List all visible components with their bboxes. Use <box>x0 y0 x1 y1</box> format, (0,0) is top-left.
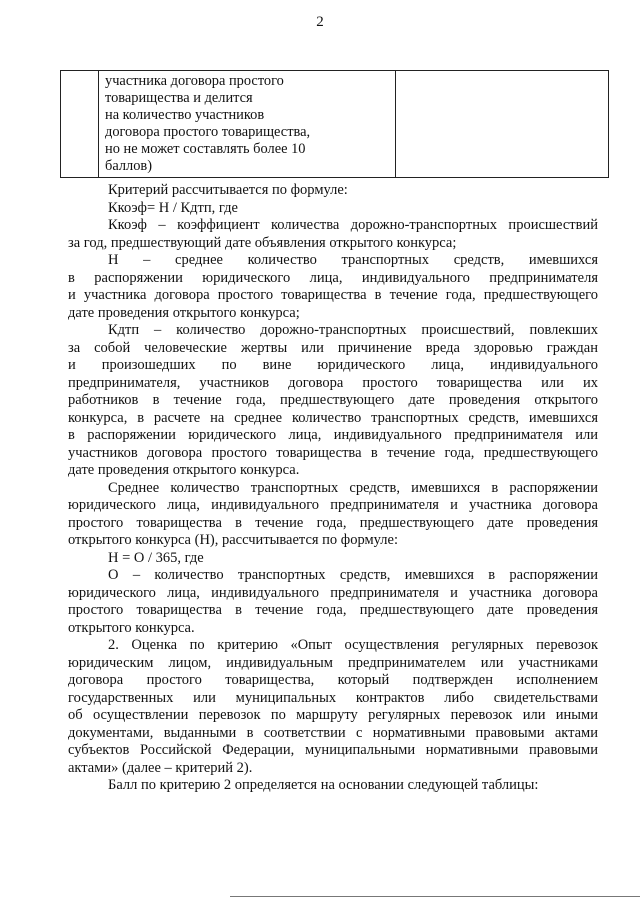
paragraph-line: дате проведения открытого конкурса. <box>68 462 300 478</box>
paragraph-line: документами, выданными в соответствии с нормативными правовыми актами <box>68 724 598 741</box>
paragraph-line: субъектов Российской Федерации, муниципальными нормативными правовыми <box>68 742 598 758</box>
table-cell-line: договора простого товарищества, <box>105 124 311 140</box>
paragraph-line: 2. Оценка по критерию «Опыт осуществления регулярных перевозок <box>108 637 598 653</box>
paragraph-line: Ккоэф= Н / Кдтп, где <box>108 199 238 216</box>
paragraph-line: конкурса, в расчете на среднее количество транспортных средств, имевшихся <box>68 409 598 426</box>
paragraph-line: об осуществлении перевозок по маршруту регулярных перевозок или иными <box>68 707 598 723</box>
paragraph-line: О – количество транспортных средств, имевшихся в распоряжении <box>108 567 598 583</box>
table-cell-score <box>396 71 608 177</box>
paragraph <box>68 550 598 568</box>
paragraph-line: Кдтп – количество дорожно-транспортных происшествий, повлекших <box>108 322 598 338</box>
paragraph-line: простого товарищества в течение года, предшествующего дате проведения <box>68 602 598 618</box>
page-number: 2 <box>316 14 324 30</box>
paragraph <box>68 480 598 550</box>
paragraph <box>68 217 598 252</box>
paragraph-line: Ккоэф – коэффициент количества дорожно-транспортных происшествий <box>108 217 598 233</box>
paragraph <box>68 637 598 777</box>
paragraph <box>68 200 598 218</box>
paragraph-line: участников договора простого товарищества в течение года, предшествующего <box>68 444 598 461</box>
paragraph-line: Балл по критерию 2 определяется на основании следующей таблицы: <box>108 777 539 793</box>
paragraph-line: Н = О / 365, где <box>108 549 204 566</box>
paragraph <box>68 182 598 200</box>
table-cell-number <box>61 71 99 177</box>
paragraph <box>68 322 598 480</box>
bottom-rule <box>230 896 640 897</box>
paragraph-line: юридического лица, индивидуального предпринимателя и участника договора <box>68 497 598 513</box>
paragraph-line: работников в течение года, предшествующего дате проведения открытого <box>68 392 598 408</box>
table-cell-line: участника договора простого <box>105 73 284 89</box>
table-cell-line: на количество участников <box>105 107 265 123</box>
paragraph <box>68 567 598 637</box>
table-cell-line: но не может составлять более 10 <box>105 141 306 157</box>
table-cell-text <box>99 71 396 177</box>
paragraph-line: юридического лица, индивидуального предпринимателя и участника договора <box>68 584 598 601</box>
paragraph-line: открытого конкурса (Н), рассчитывается по формуле: <box>68 532 398 548</box>
paragraph-line: юридическим лицом, индивидуальным предпринимателем или участниками <box>68 654 598 671</box>
paragraph-line: за собой человеческие жертвы или причинение вреда здоровью граждан <box>68 339 598 356</box>
table-fragment <box>60 70 609 178</box>
paragraph-line: простого товарищества в течение года, предшествующего дате проведения <box>68 514 598 531</box>
paragraph-line: Н – среднее количество транспортных средств, имевшихся <box>108 252 598 268</box>
paragraph-line: дате проведения открытого конкурса; <box>68 304 300 321</box>
paragraph-line: открытого конкурса. <box>68 619 195 636</box>
paragraph-line: предпринимателя, участников договора простого товарищества или их <box>68 374 598 391</box>
paragraph-line: актами» (далее – критерий 2). <box>68 759 253 776</box>
paragraph-line: в распоряжении юридического лица, индивидуального предпринимателя <box>68 269 598 286</box>
paragraph-line: за год, предшествующий дате объявления открытого конкурса; <box>68 234 457 251</box>
paragraph-line: договора простого товарищества, который подтвержден исполнением <box>68 672 598 688</box>
body-text <box>68 182 598 795</box>
table-cell-line: баллов) <box>105 158 152 174</box>
paragraph <box>68 252 598 322</box>
paragraph-line: и произошедших по вине юридического лица, индивидуального <box>68 357 598 373</box>
paragraph-line: в распоряжении юридического лица, индивидуального предпринимателя или <box>68 427 598 443</box>
paragraph-line: Среднее количество транспортных средств, имевшихся в распоряжении <box>108 479 598 496</box>
paragraph-line: Критерий рассчитывается по формуле: <box>108 182 348 198</box>
paragraph-line: государственных или муниципальных контрактов либо свидетельствами <box>68 689 598 706</box>
table-cell-line: товарищества и делится <box>105 90 253 106</box>
paragraph <box>68 777 598 795</box>
paragraph-line: и участника договора простого товарищества в течение года, предшествующего <box>68 287 598 303</box>
